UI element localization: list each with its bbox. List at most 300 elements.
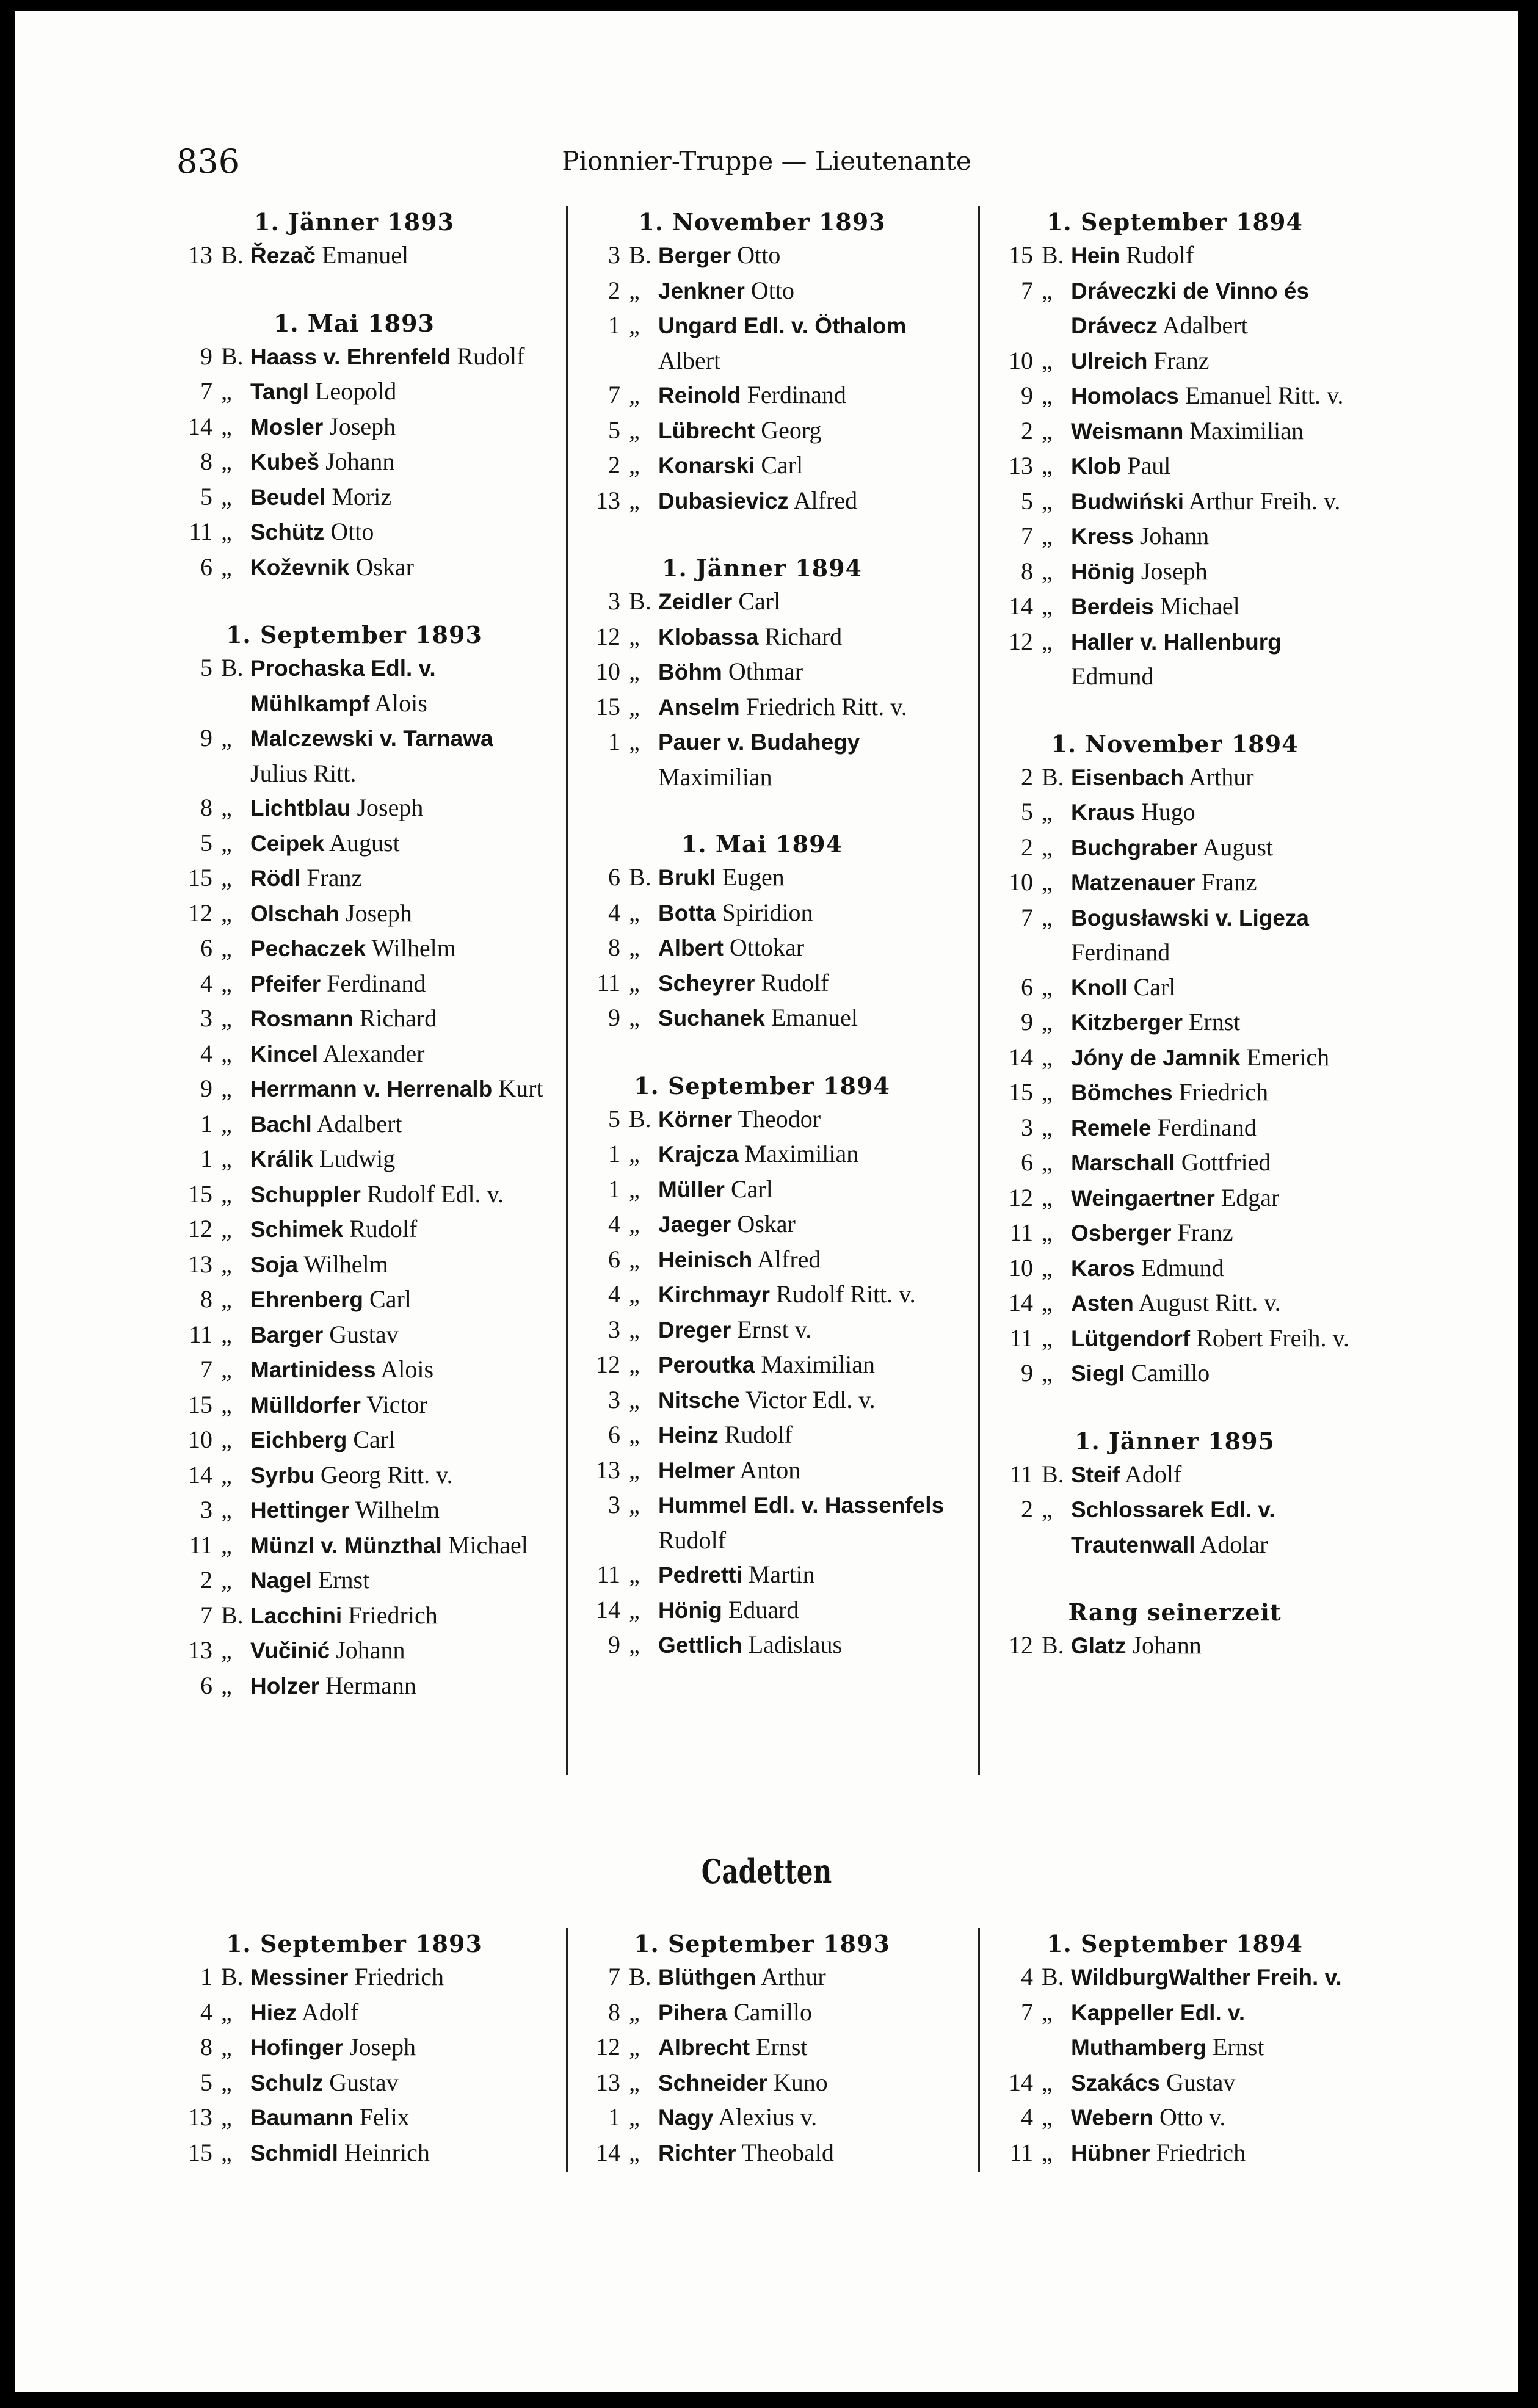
rank-number: 11	[1009, 1219, 1033, 1246]
given-name: Felix	[359, 2103, 410, 2131]
surname: Knoll	[1071, 974, 1128, 1000]
officer-name	[250, 1669, 550, 1704]
lieutenant-column-3	[979, 206, 1370, 1664]
given-name: Richard	[359, 1004, 437, 1032]
officer-entry	[567, 1628, 957, 1663]
officer-entry	[159, 410, 550, 445]
surname: Osberger	[1071, 1220, 1172, 1246]
surname: Klob	[1071, 454, 1122, 479]
battalion-mark: B.	[221, 241, 244, 269]
officer-entry	[567, 1960, 957, 1995]
surname: Haass v. Ehrenfeld	[250, 344, 451, 369]
battalion-mark: „	[629, 1456, 640, 1484]
rank-number: 10	[596, 658, 620, 685]
given-name: Joseph	[357, 794, 424, 821]
officer-entry	[159, 1563, 550, 1598]
officer-name	[1071, 1040, 1370, 1076]
officer-entry	[159, 1072, 550, 1107]
given-name: Gustav	[1166, 2068, 1236, 2096]
surname: Malczewski v. Tarnawa	[250, 726, 493, 751]
officer-name	[1071, 1628, 1370, 1664]
promotion-section	[567, 1928, 957, 2170]
officer-entry	[159, 861, 550, 896]
rank-number: 12	[1009, 1631, 1033, 1659]
given-name: Adolar	[1200, 1530, 1268, 1558]
officer-name	[658, 1418, 957, 1453]
given-name: Joseph	[1141, 557, 1208, 585]
battalion-mark: „	[629, 1421, 640, 1448]
page	[15, 11, 1518, 2392]
battalion-mark: „	[221, 518, 232, 545]
battalion-mark: „	[1042, 1998, 1053, 2026]
surname: Albert	[658, 935, 724, 960]
surname: Klobassa	[658, 624, 759, 650]
given-name: Georg Ritt. v.	[320, 1460, 453, 1489]
officer-entry	[567, 1313, 957, 1348]
rank-number: 12	[188, 899, 212, 927]
officer-entry	[979, 1111, 1370, 1146]
officer-name	[250, 1001, 550, 1037]
rank-number: 3	[608, 1315, 620, 1343]
battalion-mark: „	[221, 1998, 232, 2026]
rank-number: 10	[1009, 1253, 1033, 1282]
rank-number: 2	[608, 451, 620, 479]
surname: Tangl	[250, 379, 309, 404]
battalion-mark: „	[221, 1566, 232, 1594]
officer-entry	[979, 830, 1370, 866]
given-name: Ferdinand	[327, 969, 426, 997]
officer-name	[1071, 274, 1370, 344]
section-gap	[567, 1036, 957, 1070]
rank-number: 4	[200, 1998, 212, 2026]
battalion-mark: „	[1042, 1359, 1053, 1387]
officer-name	[250, 1493, 550, 1528]
given-name: Carl	[369, 1285, 412, 1313]
given-name: Edgar	[1221, 1183, 1280, 1211]
officer-name	[658, 1960, 957, 1995]
officer-entry	[159, 966, 550, 1002]
rank-number: 1	[200, 1109, 212, 1137]
officer-entry	[979, 2100, 1370, 2136]
officer-entry	[567, 1001, 957, 1036]
given-name: August Ritt. v.	[1138, 1289, 1281, 1316]
battalion-mark: „	[1042, 1148, 1053, 1176]
rank-number: 14	[188, 1460, 212, 1489]
officer-name	[658, 1172, 957, 1208]
officer-entry	[567, 1347, 957, 1383]
given-name: Oskar	[355, 553, 414, 581]
officer-entry	[979, 795, 1370, 830]
officer-entry	[567, 238, 957, 274]
given-name: Otto	[330, 518, 374, 545]
battalion-mark: „	[221, 1355, 232, 1383]
given-name: Rudolf	[1126, 241, 1194, 269]
rank-number: 13	[596, 2068, 620, 2096]
surname: Albrecht	[658, 2035, 750, 2060]
officer-name	[658, 966, 957, 1001]
rank-number: 15	[188, 2138, 212, 2166]
officer-name	[250, 651, 550, 721]
officer-entry	[567, 1102, 957, 1137]
battalion-mark: „	[221, 794, 232, 821]
battalion-mark: „	[629, 2103, 640, 2131]
section-gap	[159, 274, 550, 308]
rank-number: 9	[1021, 1008, 1033, 1035]
officer-entry	[567, 1277, 957, 1313]
officer-name	[250, 2065, 550, 2101]
cadet-column-3	[979, 1928, 1370, 2170]
officer-entry	[567, 274, 957, 309]
given-name: Wilhelm	[303, 1250, 388, 1278]
battalion-mark: B.	[1042, 1631, 1064, 1659]
officer-entry	[979, 1145, 1370, 1181]
surname: Soja	[250, 1252, 299, 1277]
rank-number: 8	[200, 2033, 212, 2061]
rank-number: 2	[200, 1566, 212, 1594]
promotion-section	[159, 308, 550, 586]
given-name: Kurt	[498, 1075, 543, 1102]
rank-number: 14	[1009, 2068, 1033, 2096]
section-date-heading: 1. September 1893	[226, 621, 482, 648]
officer-entry	[159, 1037, 550, 1072]
officer-entry	[979, 2136, 1370, 2171]
battalion-mark: „	[629, 1595, 640, 1623]
battalion-mark: „	[1042, 1253, 1053, 1282]
given-name: Wilhelm	[355, 1496, 440, 1523]
promotion-section	[979, 1426, 1370, 1563]
officer-name	[250, 1598, 550, 1634]
given-name: Wilhelm	[371, 934, 456, 962]
battalion-mark: „	[629, 381, 640, 408]
surname: Mosler	[250, 414, 324, 440]
battalion-mark: B.	[221, 1601, 244, 1629]
given-name: Alois	[380, 1355, 434, 1383]
surname: Asten	[1071, 1291, 1134, 1316]
officer-entry	[159, 2100, 550, 2136]
battalion-mark: „	[629, 1280, 640, 1308]
rank-number: 14	[1009, 1289, 1033, 1316]
rank-number: 9	[200, 724, 212, 752]
battalion-mark: „	[221, 1426, 232, 1453]
rank-number: 5	[1021, 487, 1033, 515]
rank-number: 6	[608, 863, 620, 891]
surname: Nagel	[250, 1568, 312, 1593]
surname: Hübner	[1071, 2140, 1150, 2166]
rank-number: 14	[1009, 592, 1033, 620]
battalion-mark: „	[1042, 487, 1053, 515]
rank-number: 3	[200, 1496, 212, 1523]
surname: Pihera	[658, 2000, 728, 2025]
officer-name	[658, 1242, 957, 1278]
given-name: Friedrich	[1156, 2138, 1246, 2166]
given-name: Georg	[761, 416, 822, 444]
battalion-mark: „	[221, 829, 232, 857]
given-name: Ernst	[1188, 1008, 1241, 1035]
officer-entry	[567, 1137, 957, 1172]
officer-name	[658, 2100, 957, 2136]
officer-entry	[567, 966, 957, 1001]
surname: Hein	[1071, 243, 1120, 268]
officer-name	[1071, 1251, 1370, 1286]
battalion-mark: „	[629, 1004, 640, 1031]
battalion-mark: „	[221, 1109, 232, 1137]
given-name: Ernst	[1213, 2033, 1264, 2061]
surname: Müller	[658, 1177, 725, 1202]
given-name: Theobald	[741, 2138, 834, 2166]
given-name: Carl	[353, 1426, 396, 1453]
battalion-mark: „	[221, 969, 232, 997]
surname: Scheyrer	[658, 970, 755, 996]
surname: Remele	[1071, 1115, 1152, 1141]
given-name: Moriz	[332, 482, 392, 510]
given-name: Robert Freih. v.	[1196, 1324, 1349, 1352]
officer-name	[1071, 2100, 1370, 2136]
officer-name	[658, 690, 957, 725]
given-name: Edmund	[1071, 662, 1154, 690]
officer-entry	[567, 860, 957, 896]
column-divider	[566, 206, 568, 1775]
officer-name	[250, 1072, 550, 1107]
battalion-mark: „	[221, 1671, 232, 1699]
officer-entry	[567, 378, 957, 413]
officer-name	[250, 339, 550, 375]
battalion-mark: B.	[221, 342, 244, 370]
officer-name	[1071, 519, 1370, 554]
rank-number: 7	[1021, 1998, 1033, 2026]
rank-number: 4	[608, 898, 620, 926]
officer-entry	[979, 1005, 1370, 1040]
surname: Hönig	[1071, 559, 1135, 584]
officer-entry	[567, 584, 957, 620]
column-divider	[978, 206, 980, 1775]
battalion-mark: „	[1042, 1183, 1053, 1211]
battalion-mark: B.	[629, 587, 651, 615]
rank-number: 6	[1021, 1148, 1033, 1176]
given-name: Joseph	[329, 412, 396, 440]
surname: Lichtblau	[250, 796, 351, 821]
battalion-mark: „	[221, 1496, 232, 1523]
given-name: Martin	[748, 1561, 815, 1588]
section-gap	[979, 694, 1370, 728]
rank-number: 6	[608, 1245, 620, 1273]
given-name: Othmar	[728, 658, 803, 685]
given-name: Albert	[658, 346, 721, 374]
given-name: Otto	[737, 241, 781, 269]
surname: Ehrenberg	[250, 1287, 364, 1312]
promotion-section	[567, 206, 957, 518]
battalion-mark: „	[1042, 557, 1053, 585]
surname: Budwiński	[1071, 488, 1184, 514]
given-name: Ladislaus	[748, 1631, 843, 1658]
given-name: Ernst	[756, 2033, 808, 2061]
officer-entry	[159, 826, 550, 861]
given-name: Johann	[336, 1636, 405, 1664]
surname: Reinold	[658, 383, 741, 408]
surname: Kubeš	[250, 449, 320, 474]
rank-number: 7	[608, 1963, 620, 1990]
rank-number: 6	[200, 934, 212, 962]
battalion-mark: „	[221, 2068, 232, 2096]
officer-entry	[567, 930, 957, 966]
officer-name	[658, 1628, 957, 1663]
officer-entry	[159, 1528, 550, 1564]
surname: WildburgWalther Freih. v.	[1071, 1965, 1342, 1990]
officer-name	[1071, 344, 1370, 379]
officer-name	[250, 1388, 550, 1423]
rank-number: 1	[608, 311, 620, 339]
given-name: Gustav	[329, 2068, 399, 2096]
rank-number: 11	[189, 518, 212, 545]
surname: Pechaczek	[250, 936, 366, 961]
surname: Marschall	[1071, 1150, 1175, 1175]
officer-name	[658, 308, 957, 378]
officer-name	[658, 1383, 957, 1418]
battalion-mark: „	[1042, 346, 1053, 374]
officer-name	[250, 896, 550, 932]
surname: Ceipek	[250, 830, 325, 856]
lieutenant-column-1	[159, 206, 550, 1703]
battalion-mark: „	[1042, 973, 1053, 1001]
officer-name	[1071, 830, 1370, 866]
officer-entry	[979, 1075, 1370, 1111]
battalion-mark: „	[221, 2138, 232, 2166]
given-name: Johann	[1139, 522, 1210, 549]
given-name: Theodor	[738, 1104, 821, 1133]
officer-entry	[979, 344, 1370, 379]
surname: Hönig	[658, 1597, 722, 1623]
battalion-mark: „	[221, 899, 232, 927]
officer-name	[1071, 1145, 1370, 1181]
surname: Kitzberger	[1071, 1010, 1183, 1035]
officer-name	[1071, 2136, 1370, 2171]
given-name: August	[329, 829, 400, 857]
surname: Prochaska Edl. v. Mühlkampf	[250, 656, 436, 716]
surname: Helmer	[658, 1457, 735, 1483]
rank-number: 15	[1009, 241, 1033, 269]
officer-name	[1071, 589, 1370, 625]
rank-number: 1	[200, 1145, 212, 1172]
given-name: Adalbert	[1162, 311, 1248, 339]
surname: Barger	[250, 1322, 324, 1347]
surname: Koževnik	[250, 554, 350, 580]
officer-name	[1071, 1995, 1370, 2065]
officer-entry	[159, 339, 550, 375]
given-name: Friedrich	[348, 1601, 438, 1629]
officer-name	[1071, 1960, 1370, 1995]
officer-name	[658, 620, 957, 655]
battalion-mark: „	[221, 1250, 232, 1278]
officer-entry	[159, 1493, 550, 1528]
battalion-mark: „	[1042, 868, 1053, 896]
rank-number: 2	[608, 276, 620, 304]
rank-number: 12	[596, 1351, 620, 1378]
officer-entry	[979, 1492, 1370, 1562]
given-name: Carl	[1133, 973, 1176, 1001]
officer-name	[1071, 970, 1370, 1006]
surname: Martinidess	[250, 1357, 376, 1382]
battalion-mark: „	[221, 724, 232, 752]
battalion-mark: B.	[629, 1963, 651, 1990]
given-name: Ernst v.	[737, 1315, 812, 1343]
officer-name	[1071, 760, 1370, 796]
surname: Nagy	[658, 2105, 714, 2130]
battalion-mark: „	[1042, 1495, 1053, 1523]
officer-name	[658, 860, 957, 896]
promotion-section	[159, 206, 550, 274]
surname: Homolacs	[1071, 383, 1179, 408]
rank-number: 8	[200, 1285, 212, 1313]
surname: Schimek	[250, 1217, 344, 1242]
given-name: Alfred	[793, 486, 858, 514]
given-name: Arthur Freih. v.	[1188, 487, 1341, 515]
officer-name	[250, 1960, 550, 1995]
officer-name	[658, 1488, 957, 1558]
given-name: Richard	[764, 622, 843, 650]
officer-entry	[567, 413, 957, 449]
officer-name	[658, 896, 957, 931]
battalion-mark: „	[1042, 627, 1053, 655]
given-name: Gottfried	[1181, 1148, 1271, 1176]
officer-entry	[979, 554, 1370, 590]
rank-number: 3	[608, 1385, 620, 1413]
battalion-mark: „	[1042, 452, 1053, 479]
officer-name	[1071, 1321, 1370, 1357]
surname: Pfeifer	[250, 971, 321, 996]
running-title: Pionnier-Truppe — Lieutenante	[562, 146, 971, 176]
officer-entry	[159, 896, 550, 932]
surname: Buchgraber	[1071, 835, 1198, 860]
rank-number: 10	[188, 1426, 212, 1453]
surname: Haller v. Hallenburg	[1071, 629, 1282, 655]
battalion-mark: „	[221, 1145, 232, 1172]
battalion-mark: „	[629, 1491, 640, 1518]
promotion-section	[159, 1928, 550, 2170]
rank-number: 4	[608, 1210, 620, 1238]
rank-number: 3	[200, 1004, 212, 1032]
surname: Lütgendorf	[1071, 1325, 1191, 1351]
officer-entry	[159, 1177, 550, 1213]
surname: Suchanek	[658, 1006, 765, 1031]
surname: Rosmann	[250, 1006, 354, 1031]
section-date-heading: Rang seinerzeit	[1068, 1598, 1282, 1626]
officer-name	[250, 826, 550, 861]
rank-number: 6	[200, 1671, 212, 1699]
officer-name	[658, 2136, 957, 2171]
officer-name	[1071, 1286, 1370, 1321]
officer-name	[658, 1347, 957, 1383]
surname: Gettlich	[658, 1633, 742, 1658]
battalion-mark: B.	[629, 863, 651, 891]
rank-number: 9	[608, 1004, 620, 1031]
given-name: Friedrich Ritt. v.	[745, 692, 907, 720]
section-date-heading: 1. September 1893	[634, 1930, 890, 1957]
given-name: Rudolf	[724, 1421, 793, 1448]
section-gap	[979, 1562, 1370, 1597]
battalion-mark: „	[221, 482, 232, 510]
rank-number: 11	[597, 1561, 620, 1588]
officer-entry	[979, 589, 1370, 625]
surname: Schlossarek Edl. v. Trautenwall	[1071, 1497, 1275, 1558]
officer-entry	[979, 1040, 1370, 1076]
given-name: Julius Ritt.	[250, 759, 357, 787]
officer-entry	[979, 760, 1370, 796]
rank-number: 6	[1021, 973, 1033, 1001]
officer-entry	[979, 1960, 1370, 1995]
officer-entry	[979, 484, 1370, 520]
surname: Hiez	[250, 2000, 297, 2025]
rank-number: 7	[200, 1601, 212, 1629]
rank-number: 14	[596, 2138, 620, 2166]
